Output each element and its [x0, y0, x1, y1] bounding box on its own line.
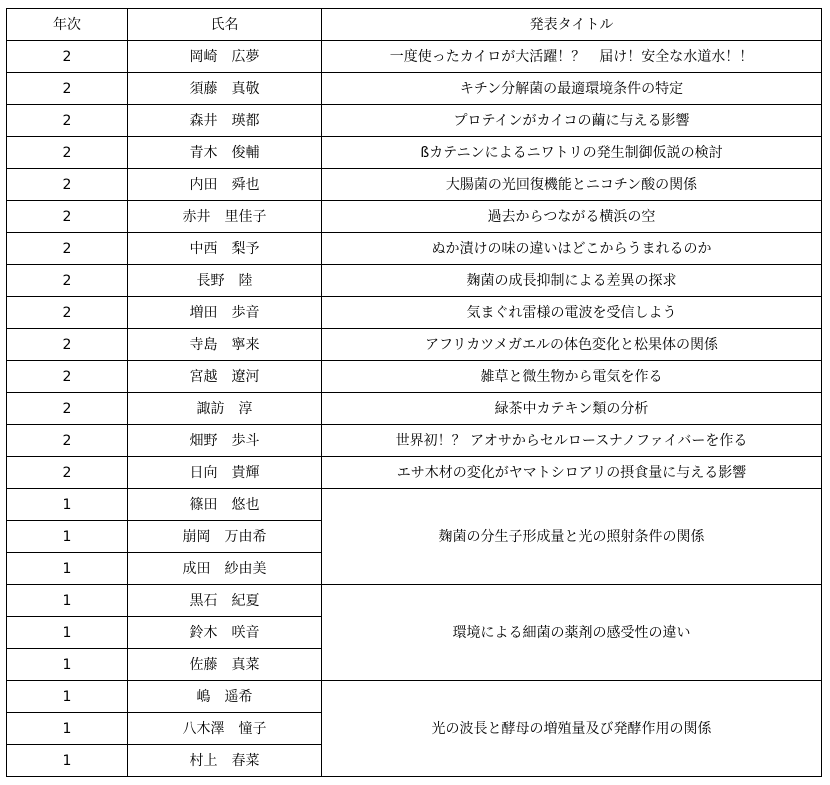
table-row [7, 457, 822, 489]
year-cell: 2 [7, 169, 128, 201]
year-cell: 2 [7, 233, 128, 265]
name-cell: 崩岡 万由希 [128, 521, 322, 553]
title-cell: プロテインがカイコの繭に与える影響 [322, 105, 822, 137]
name-cell: 嶋 遥希 [128, 681, 322, 713]
title-cell: 一度使ったカイロが大活躍！？ 届け！安全な水道水！！ [322, 41, 822, 73]
title-cell: エサ木材の変化がヤマトシロアリの摂食量に与える影響 [322, 457, 822, 489]
title-cell: 気まぐれ雷様の電波を受信しよう [322, 297, 822, 329]
year-cell: 2 [7, 41, 128, 73]
header-year: 年次 [7, 9, 128, 41]
table-row [7, 393, 822, 425]
title-cell: 緑茶中カテキン類の分析 [322, 393, 822, 425]
table-row [7, 105, 822, 137]
name-cell: 日向 貴輝 [128, 457, 322, 489]
year-cell: 2 [7, 457, 128, 489]
group-title-cell: 環境による細菌の薬剤の感受性の違い [322, 585, 822, 681]
year-cell: 2 [7, 201, 128, 233]
name-cell: 青木 俊輔 [128, 137, 322, 169]
name-cell: 諏訪 淳 [128, 393, 322, 425]
name-cell: 赤井 里佳子 [128, 201, 322, 233]
name-cell: 鈴木 咲音 [128, 617, 322, 649]
year-cell: 2 [7, 361, 128, 393]
header-name: 氏名 [128, 9, 322, 41]
year-cell: 2 [7, 297, 128, 329]
title-cell: ぬか漬けの味の違いはどこからうまれるのか [322, 233, 822, 265]
year-cell: 2 [7, 73, 128, 105]
name-cell: 成田 紗由美 [128, 553, 322, 585]
year-cell: 2 [7, 393, 128, 425]
name-cell: 篠田 悠也 [128, 489, 322, 521]
name-cell: 森井 瑛都 [128, 105, 322, 137]
year-cell: 1 [7, 521, 128, 553]
table-row [7, 361, 822, 393]
title-cell: 麹菌の成長抑制による差異の探求 [322, 265, 822, 297]
year-cell: 1 [7, 489, 128, 521]
year-cell: 2 [7, 329, 128, 361]
table-row [7, 329, 822, 361]
header-title: 発表タイトル [322, 9, 822, 41]
name-cell: 中西 梨予 [128, 233, 322, 265]
title-cell: アフリカツメガエルの体色変化と松果体の関係 [322, 329, 822, 361]
table-row [7, 41, 822, 73]
year-cell: 2 [7, 105, 128, 137]
name-cell: 佐藤 真菜 [128, 649, 322, 681]
year-cell: 1 [7, 745, 128, 777]
year-cell: 2 [7, 425, 128, 457]
year-cell: 1 [7, 713, 128, 745]
year-cell: 1 [7, 649, 128, 681]
name-cell: 村上 春菜 [128, 745, 322, 777]
year-cell: 1 [7, 553, 128, 585]
name-cell: 長野 陸 [128, 265, 322, 297]
year-cell: 1 [7, 681, 128, 713]
title-cell: 雑草と微生物から電気を作る [322, 361, 822, 393]
header-row [7, 9, 822, 41]
year-cell: 2 [7, 265, 128, 297]
name-cell: 寺島 寧来 [128, 329, 322, 361]
title-cell: 世界初！？ アオサからセルロースナノファイバーを作る [322, 425, 822, 457]
table-row [7, 137, 822, 169]
name-cell: 黒石 紀夏 [128, 585, 322, 617]
table-row [7, 489, 822, 521]
table-row [7, 73, 822, 105]
table-row [7, 425, 822, 457]
table-row [7, 201, 822, 233]
presentation-sheet [6, 8, 821, 775]
title-cell: 過去からつながる横浜の空 [322, 201, 822, 233]
title-cell: ßカテニンによるニワトリの発生制御仮説の検討 [322, 137, 822, 169]
year-cell: 1 [7, 617, 128, 649]
year-cell: 2 [7, 137, 128, 169]
table-row [7, 233, 822, 265]
table-row [7, 585, 822, 617]
title-cell: 大腸菌の光回復機能とニコチン酸の関係 [322, 169, 822, 201]
group-title-cell: 光の波長と酵母の増殖量及び発酵作用の関係 [322, 681, 822, 777]
name-cell: 八木澤 憧子 [128, 713, 322, 745]
name-cell: 畑野 歩斗 [128, 425, 322, 457]
name-cell: 宮越 遼河 [128, 361, 322, 393]
presentation-table [6, 8, 822, 777]
year-cell: 1 [7, 585, 128, 617]
table-row [7, 169, 822, 201]
name-cell: 須藤 真敬 [128, 73, 322, 105]
table-row [7, 681, 822, 713]
group-title-cell: 麹菌の分生子形成量と光の照射条件の関係 [322, 489, 822, 585]
table-row [7, 265, 822, 297]
name-cell: 増田 歩音 [128, 297, 322, 329]
name-cell: 岡崎 広夢 [128, 41, 322, 73]
title-cell: キチン分解菌の最適環境条件の特定 [322, 73, 822, 105]
name-cell: 内田 舜也 [128, 169, 322, 201]
table-row [7, 297, 822, 329]
